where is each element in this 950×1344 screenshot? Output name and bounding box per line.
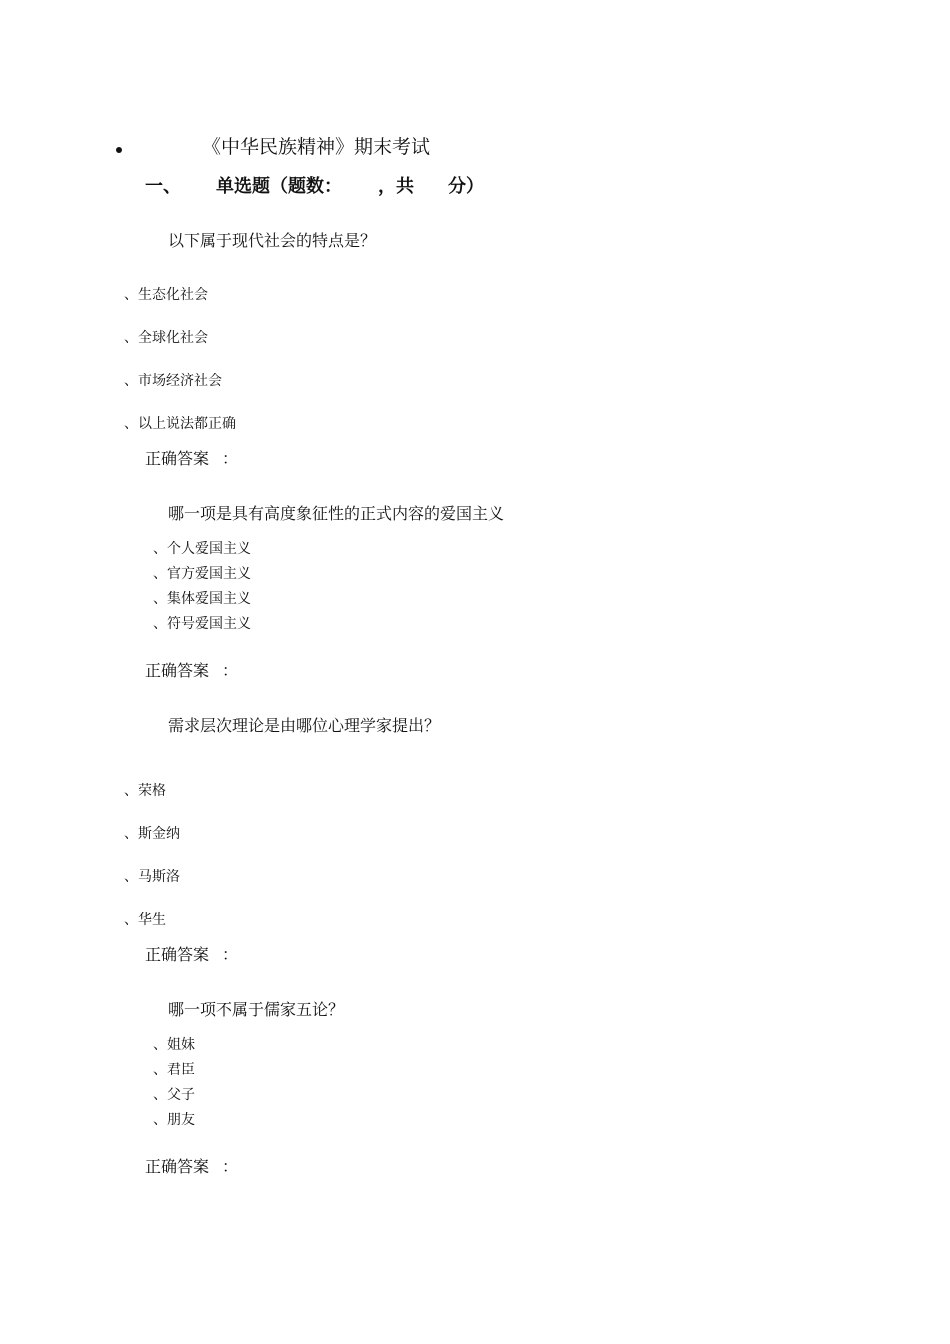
section-title: 单选题（题数：	[216, 176, 342, 197]
answer-colon: ：	[222, 945, 239, 964]
section-total: ，共	[378, 176, 414, 197]
option-a: 、荣格	[124, 783, 166, 799]
answer-label: 正确答案	[145, 661, 210, 680]
answer-label: 正确答案	[145, 945, 210, 964]
option-d: 、符号爱国主义	[153, 616, 251, 632]
answer-label: 正确答案	[145, 1157, 210, 1176]
option-c: 、马斯洛	[124, 869, 180, 885]
question-text: 以下属于现代社会的特点是？	[168, 231, 377, 250]
option-c: 、父子	[153, 1087, 195, 1103]
option-c: 、市场经济社会	[124, 373, 222, 389]
question-text: 哪一项不属于儒家五论？	[168, 1000, 345, 1019]
option-b: 、官方爱国主义	[153, 566, 251, 582]
answer-label: 正确答案	[145, 449, 210, 468]
option-a: 、生态化社会	[124, 287, 208, 303]
option-c: 、集体爱国主义	[153, 591, 251, 607]
section-points: 分）	[448, 176, 484, 197]
question-text: 需求层次理论是由哪位心理学家提出？	[168, 716, 441, 735]
option-d: 、华生	[124, 912, 166, 928]
option-a: 、姐妹	[153, 1037, 195, 1053]
option-d: 、朋友	[153, 1112, 195, 1128]
section-number: 一、	[145, 176, 181, 197]
option-a: 、个人爱国主义	[153, 541, 251, 557]
question-text: 哪一项是具有高度象征性的正式内容的爱国主义	[168, 504, 505, 523]
answer-colon: ：	[222, 1157, 239, 1176]
answer-colon: ：	[222, 449, 239, 468]
option-d: 、以上说法都正确	[124, 416, 236, 432]
document-title: 《中华民族精神》期末考试	[202, 136, 431, 158]
option-b: 、斯金纳	[124, 826, 180, 842]
list-bullet	[116, 147, 122, 153]
option-b: 、全球化社会	[124, 330, 208, 346]
option-b: 、君臣	[153, 1062, 195, 1078]
answer-colon: ：	[222, 661, 239, 680]
